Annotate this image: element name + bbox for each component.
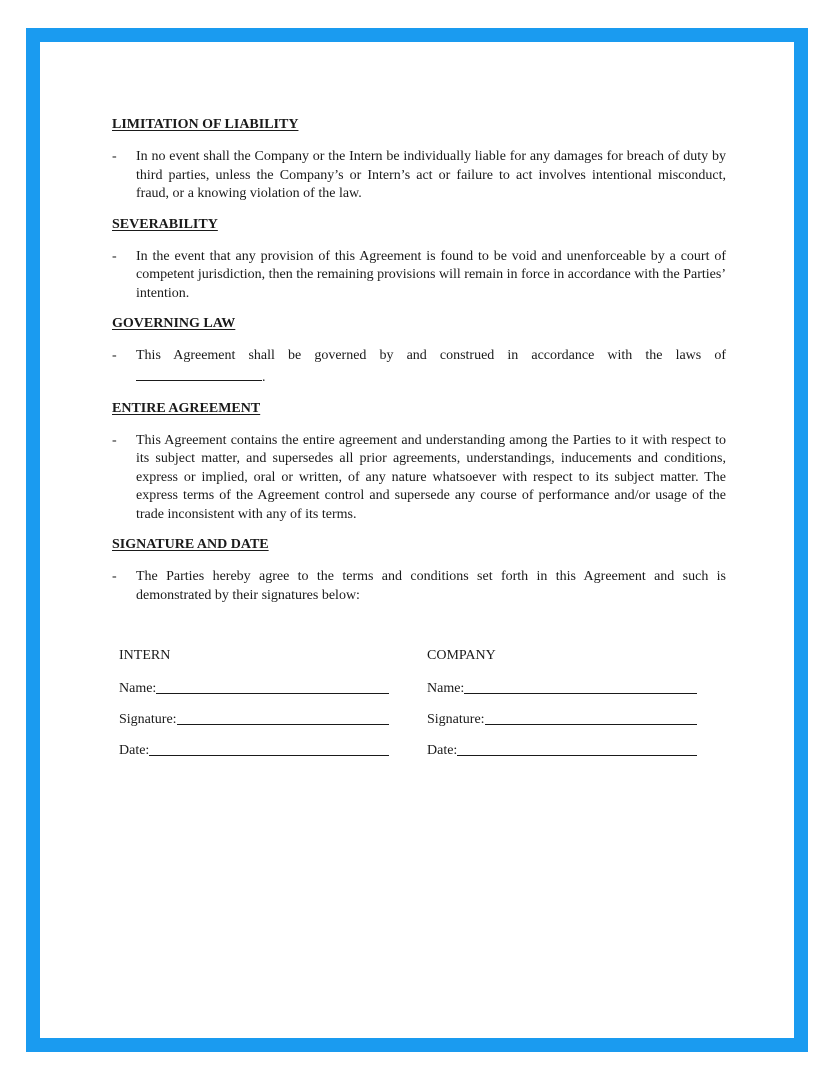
section-heading: ENTIRE AGREEMENT bbox=[112, 400, 261, 416]
section-signature-and-date bbox=[112, 536, 726, 605]
bullet-marker: - bbox=[112, 569, 117, 584]
name-label: Name: bbox=[119, 681, 157, 696]
section-severability bbox=[112, 216, 726, 304]
intern-signature-column bbox=[119, 646, 389, 759]
section-heading: SEVERABILITY bbox=[112, 216, 218, 232]
date-label: Date: bbox=[119, 743, 150, 758]
governing-law-blank-row bbox=[136, 366, 726, 388]
bullet-item bbox=[112, 347, 726, 366]
section-heading: LIMITATION OF LIABILITY bbox=[112, 117, 299, 132]
date-line[interactable] bbox=[457, 741, 697, 756]
name-line[interactable] bbox=[156, 679, 389, 694]
bullet-marker: - bbox=[112, 248, 117, 264]
section-entire-agreement bbox=[112, 400, 726, 525]
bullet-marker: - bbox=[112, 149, 117, 164]
bullet-item bbox=[112, 248, 726, 304]
bullet-item bbox=[112, 148, 726, 204]
date-label: Date: bbox=[427, 743, 458, 758]
signature-line[interactable] bbox=[485, 710, 697, 725]
name-line[interactable] bbox=[464, 679, 697, 694]
section-governing-law bbox=[112, 315, 726, 388]
governing-law-text: This Agreement shall be governed by and construed in accordance with the laws of bbox=[136, 348, 726, 363]
intern-date-field[interactable] bbox=[119, 741, 389, 759]
company-label: COMPANY bbox=[427, 648, 496, 663]
company-name-field[interactable] bbox=[427, 679, 697, 697]
signature-label: Signature: bbox=[427, 712, 485, 727]
bullet-text bbox=[136, 347, 726, 366]
date-line[interactable] bbox=[149, 741, 389, 756]
jurisdiction-blank[interactable] bbox=[136, 366, 262, 381]
bullet-text: In no event shall the Company or the Intern be individually liable for any damages for breach of duty by third parties, unless the Company’s or Intern’s act or failure to act involves intentional misconduct, fraud, or a knowing violation of the law. bbox=[136, 149, 726, 201]
company-signature-field[interactable] bbox=[427, 710, 697, 728]
document-body bbox=[112, 116, 726, 605]
signature-line[interactable] bbox=[177, 710, 389, 725]
bullet-text: In the event that any provision of this Agreement is found to be void and unenforceable by a court of competent jurisdiction, then the remaining provisions will remain in force in accordance with the Parties’ intention. bbox=[136, 248, 726, 301]
section-limitation-of-liability bbox=[112, 116, 726, 204]
company-signature-column bbox=[427, 646, 697, 759]
bullet-item bbox=[112, 568, 726, 605]
bullet-text: This Agreement contains the entire agreement and understanding among the Parties to it with respect to its subject matter, and supersedes all prior agreements, understandings, inducements and conditions, express or implied, oral or written, of any nature whatsoever with respect to its subject matter. The express terms of the Agreement control and supersede any course of performance and/or usage of the trade inconsistent with any of its terms. bbox=[136, 432, 726, 522]
bullet-text: The Parties hereby agree to the terms and conditions set forth in this Agreement and such is demonstrated by their signatures below: bbox=[136, 569, 726, 603]
period: . bbox=[262, 369, 266, 385]
intern-signature-field[interactable] bbox=[119, 710, 389, 728]
signature-label: Signature: bbox=[119, 712, 177, 727]
section-heading: GOVERNING LAW bbox=[112, 316, 236, 331]
bullet-marker: - bbox=[112, 348, 117, 363]
name-label: Name: bbox=[427, 681, 465, 696]
bullet-item bbox=[112, 432, 726, 525]
bullet-marker: - bbox=[112, 432, 117, 448]
intern-name-field[interactable] bbox=[119, 679, 389, 697]
company-date-field[interactable] bbox=[427, 741, 697, 759]
intern-label: INTERN bbox=[119, 648, 171, 663]
section-heading: SIGNATURE AND DATE bbox=[112, 537, 269, 552]
